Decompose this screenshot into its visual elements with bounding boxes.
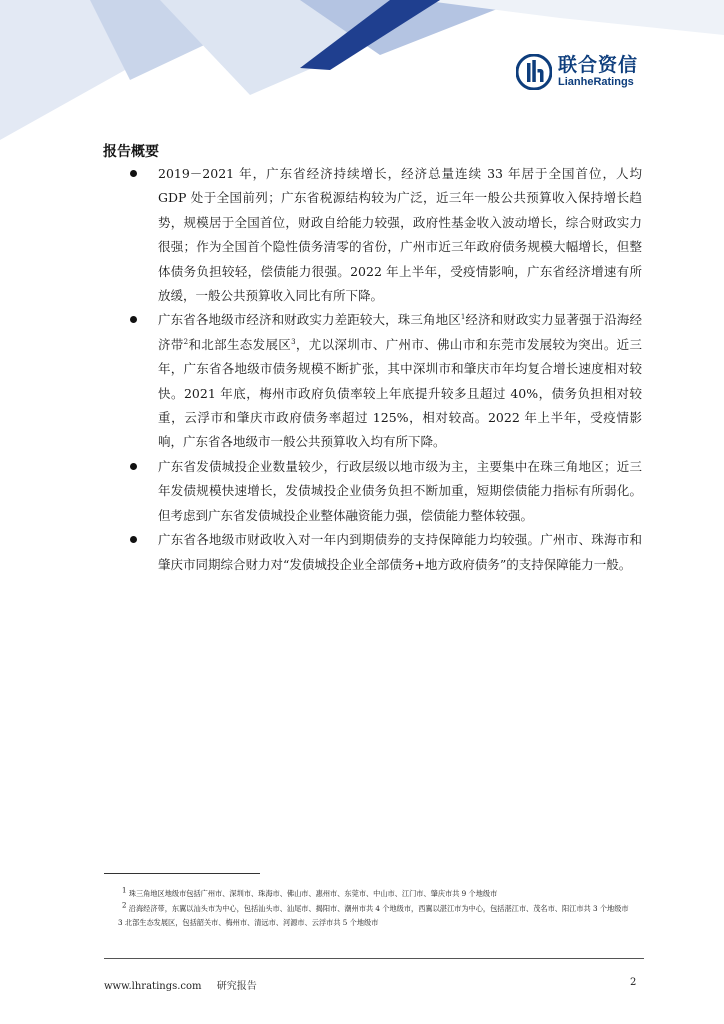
bullet-text-part3: 和北部生态发展区: [188, 336, 292, 352]
summary-bullet-4: [128, 528, 642, 577]
section-title: 报告概要: [103, 144, 159, 160]
brand-name-en: LianheRatings: [558, 76, 634, 88]
footer-divider: [104, 958, 644, 959]
bullet-text-part1: 广东省各地级市经济和财政实力差距较大，珠三角地区: [158, 312, 461, 328]
bullet-text: 广东省发债城投企业数量较少，行政层级以地市级为主，主要集中在珠三角地区；近三年发债规模快速增长，发债城投企业债务负担不断加重，短期偿债能力指标有所弱化。但考虑到广东省发债城投企业整体融资能力强，偿债能力整体较强。: [158, 458, 642, 523]
footnote-1: [104, 887, 644, 902]
page-number: 2: [630, 977, 637, 988]
bullet-text: 2019－2021 年，广东省经济持续增长，经济总量连续 33 年居于全国首位，人均 GDP 处于全国前列；广东省税源结构较为广泛，近三年一般公共预算收入保持增长趋势，规模居于全国首位，财政自给能力较强，政府性基金收入波动增长，综合财政实力很强；作为全国首个隐性债务清零的省份，广州市近三年政府债务规模大幅增长，但整体债务负担较轻，偿债能力很强。2022 年上半年，受疫情影响，广东省经济增速有所放缓，一般公共预算收入同比有所下降。: [158, 166, 642, 304]
summary-bullet-1: [128, 162, 642, 308]
footnote-number: 2: [122, 901, 127, 910]
footnote-ref-3[interactable]: 3: [291, 337, 296, 346]
footnotes: [104, 887, 644, 931]
footnote-divider: [104, 873, 260, 874]
footnote-text: 珠三角地区地级市包括广州市、深圳市、珠海市、佛山市、惠州市、东莞市、中山市、江门市、肇庆市共 9 个地级市: [128, 889, 498, 898]
bullet-dot-icon: [130, 316, 137, 323]
footnote-text: 北部生态发展区，包括韶关市、梅州市、清远市、河源市、云浮市共 5 个地级市: [124, 918, 379, 927]
footer-website-link[interactable]: www.lhratings.com: [104, 981, 202, 992]
bullet-dot-icon: [130, 536, 137, 543]
footnote-ref-1[interactable]: 1: [460, 313, 466, 322]
bullet-dot-icon: [130, 170, 137, 177]
footnote-3: [104, 916, 644, 931]
lianhe-logo-icon: [516, 54, 552, 90]
bullet-text-part2: 经济和财政实力显著强于沿海经济带: [158, 312, 642, 352]
footnote-2: [104, 902, 644, 917]
footnote-number: 1: [122, 886, 127, 895]
brand-logo: [516, 54, 638, 90]
summary-bullet-2: [128, 308, 642, 454]
footnote-number: 3: [118, 918, 123, 927]
bullet-text-part4: ，尤以深圳市、广州市、佛山市和东莞市发展较为突出。近三年，广东省各地级市债务规模不断扩张，其中深圳市和肇庆市年均复合增长速度相对较快。2021 年底，梅州市政府负债率较上年底提升较多且超过 40%，债务负担相对较重，云浮市和肇庆市政府债务率超过 125%，相对较高。2022 年上半年，受疫情影响，广东省各地级市一般公共预算收入均有所下降。: [158, 336, 642, 450]
summary-bullet-list: [128, 162, 642, 577]
footnote-text: 沿海经济带，东翼以汕头市为中心，包括汕头市、汕尾市、揭阳市、潮州市共 4 个地级市，西翼以湛江市为中心，包括湛江市、茂名市、阳江市共 3 个地级市: [128, 903, 629, 913]
bullet-dot-icon: [130, 463, 137, 470]
summary-bullet-3: [128, 455, 642, 528]
footnote-ref-2[interactable]: 2: [183, 337, 189, 346]
bullet-text: 广东省各地级市财政收入对一年内到期债券的支持保障能力均较强。广州市、珠海市和肇庆市同期综合财力对“发债城投企业全部债务+地方政府债务”的支持保障能力一般。: [158, 532, 642, 572]
brand-name-cn: 联合资信: [558, 54, 639, 76]
footer-report-type: 研究报告: [216, 981, 257, 992]
footer: [104, 977, 269, 992]
